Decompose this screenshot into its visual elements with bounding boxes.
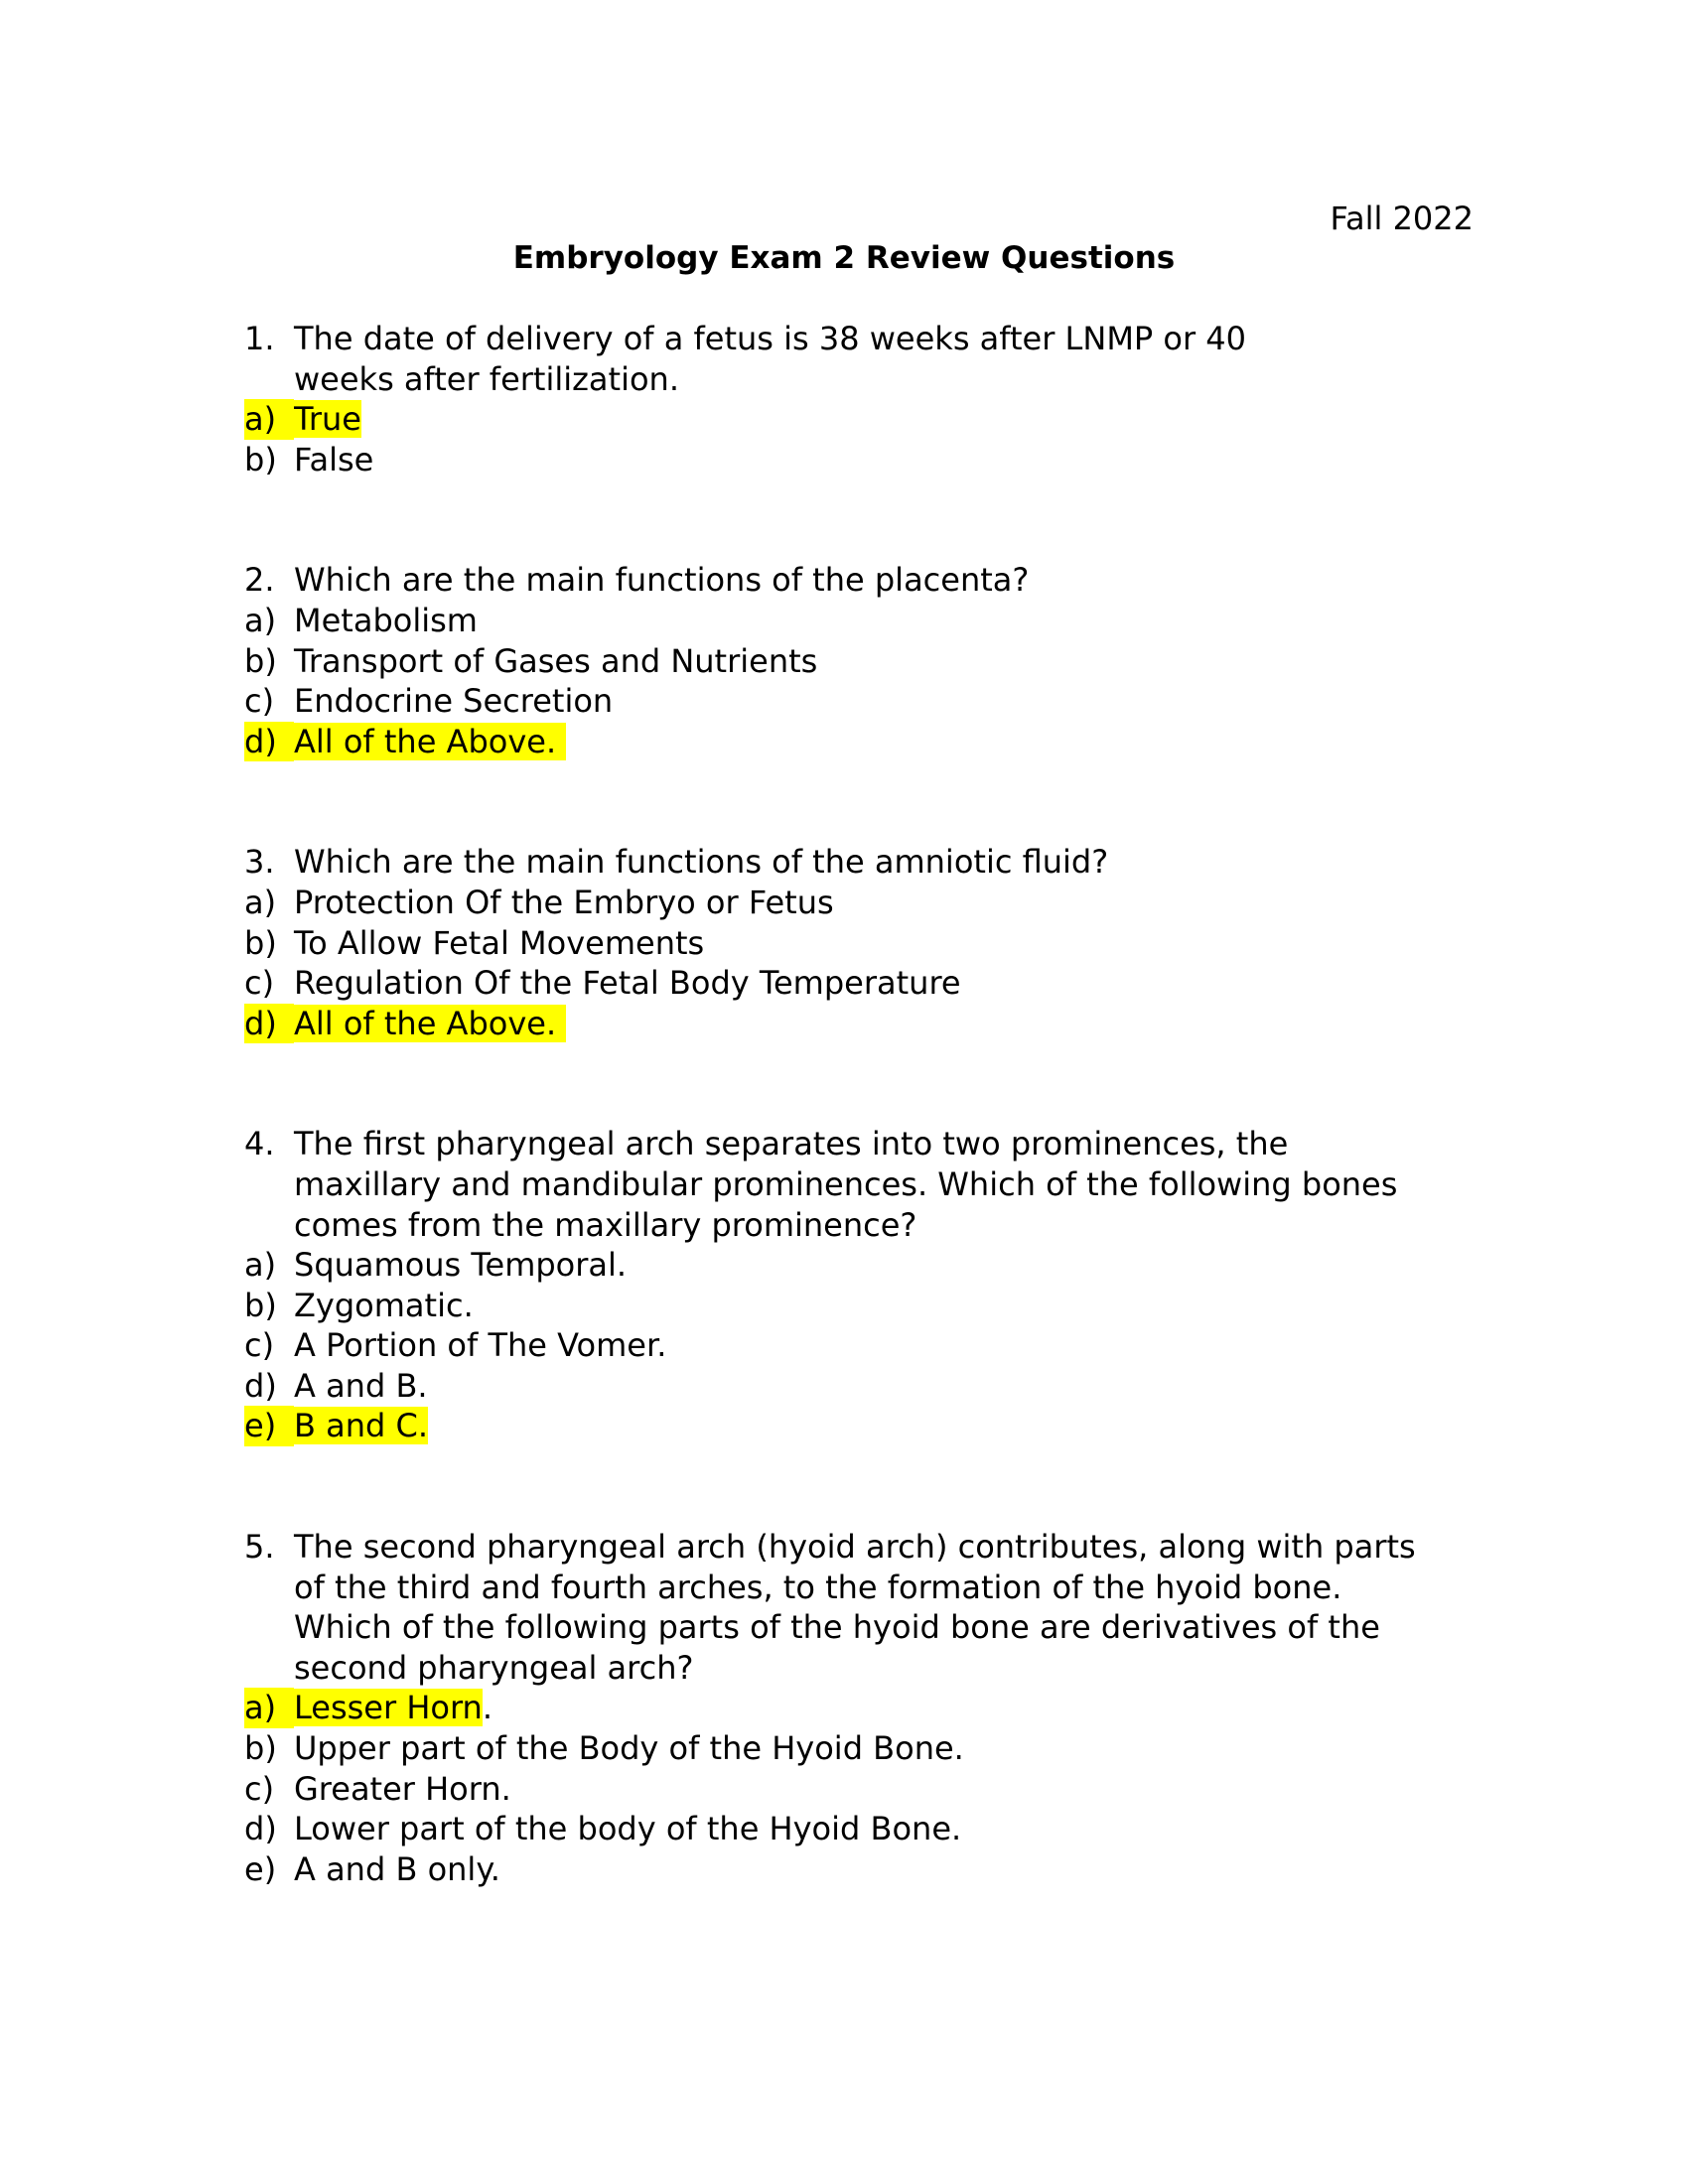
question-stem: [244, 1124, 1485, 1245]
option-letter: a): [244, 1688, 294, 1728]
option-item: [244, 1809, 1485, 1849]
option-letter: b): [244, 641, 277, 680]
option-text: False: [294, 440, 374, 478]
option-letter: c): [244, 964, 275, 1003]
option-letter: d): [244, 1004, 294, 1044]
option-item: [244, 1286, 1485, 1326]
option-item: [244, 681, 1485, 722]
option-letter: b): [244, 1729, 277, 1768]
question-gap: [244, 761, 1485, 842]
question-3: [244, 842, 1485, 1043]
option-text: Protection Of the Embryo or Fetus: [294, 883, 834, 921]
option-item: [244, 923, 1485, 964]
option-item: [244, 440, 1485, 480]
option-letter: b): [244, 1286, 277, 1324]
option-letter: c): [244, 1769, 275, 1808]
option-letter: b): [244, 923, 277, 962]
option-item: [244, 399, 1485, 440]
question-gap: [244, 1446, 1485, 1527]
question-4: [244, 1124, 1485, 1446]
option-item: [244, 1245, 1485, 1286]
option-item: [244, 1769, 1485, 1810]
question-text: The second pharyngeal arch (hyoid arch) contributes, along with parts of the third and fourth arches, to the formation of the hyoid bone. Which of the following parts of the hyoid bone are derivatives of the second pharyngeal arch?: [294, 1528, 1416, 1687]
question-5: [244, 1527, 1485, 1889]
option-text: A Portion of The Vomer.: [294, 1326, 667, 1365]
question-stem: [244, 560, 1485, 601]
option-text: Endocrine Secretion: [294, 682, 614, 721]
option-item: [244, 1366, 1485, 1407]
option-text: All of the Above.: [294, 722, 567, 760]
option-letter: d): [244, 1810, 277, 1848]
option-text: A and B only.: [294, 1849, 500, 1888]
option-item: [244, 1004, 1485, 1044]
option-letter: e): [244, 1406, 294, 1446]
question-number: 2.: [244, 561, 275, 600]
option-text: Regulation Of the Fetal Body Temperature: [294, 964, 961, 1003]
option-letter: b): [244, 440, 277, 478]
question-stem: [244, 319, 1485, 399]
question-2: [244, 560, 1485, 761]
question-text: Which are the main functions of the amniotic fluid?: [294, 843, 1109, 882]
semester-label: Fall 2022: [1330, 200, 1474, 237]
question-gap: [244, 479, 1485, 560]
option-letter: e): [244, 1849, 277, 1888]
option-letter: c): [244, 1326, 275, 1365]
option-text: Greater Horn.: [294, 1769, 511, 1808]
option-item: [244, 1325, 1485, 1366]
question-number: 1.: [244, 320, 275, 357]
option-text: B and C.: [294, 1407, 429, 1445]
option-letter: a): [244, 883, 277, 921]
option-item: [244, 1406, 1485, 1446]
option-letter: a): [244, 1246, 277, 1285]
option-text: Upper part of the Body of the Hyoid Bone.: [294, 1729, 964, 1768]
option-text: All of the Above.: [294, 1004, 567, 1042]
option-item: [244, 883, 1485, 923]
option-suffix: .: [482, 1689, 492, 1727]
option-item: [244, 963, 1485, 1004]
option-text: Squamous Temporal.: [294, 1246, 628, 1285]
option-text: A and B.: [294, 1366, 428, 1405]
question-number: 3.: [244, 843, 275, 882]
question-1: [244, 319, 1485, 479]
option-item: [244, 1849, 1485, 1890]
option-item: [244, 1688, 1485, 1728]
question-gap: [244, 1043, 1485, 1124]
option-letter: d): [244, 1366, 277, 1405]
question-text: The first pharyngeal arch separates into two prominences, the maxillary and mandibular prominences. Which of the following bones comes from the maxillary prominence?: [294, 1125, 1398, 1244]
option-letter: a): [244, 399, 294, 440]
option-item: [244, 722, 1485, 762]
question-list: [244, 319, 1485, 1889]
option-text: True: [294, 400, 361, 439]
option-item: [244, 641, 1485, 682]
option-text: Lower part of the body of the Hyoid Bone.: [294, 1810, 962, 1848]
option-text: To Allow Fetal Movements: [294, 923, 705, 962]
option-letter: a): [244, 601, 277, 639]
question-text: The date of delivery of a fetus is 38 weeks after LNMP or 40 weeks after fertilization.: [294, 320, 1247, 398]
option-text: Metabolism: [294, 601, 478, 639]
option-item: [244, 601, 1485, 641]
option-text: Lesser Horn: [294, 1689, 483, 1727]
option-item: [244, 1728, 1485, 1769]
option-text: Zygomatic.: [294, 1286, 474, 1324]
question-stem: [244, 842, 1485, 883]
question-stem: [244, 1527, 1485, 1688]
question-number: 5.: [244, 1528, 275, 1567]
option-letter: d): [244, 722, 294, 762]
page-title: Embryology Exam 2 Review Questions: [512, 240, 1176, 276]
question-text: Which are the main functions of the placenta?: [294, 561, 1030, 600]
option-text: Transport of Gases and Nutrients: [294, 641, 818, 680]
option-letter: c): [244, 682, 275, 721]
question-number: 4.: [244, 1125, 275, 1163]
